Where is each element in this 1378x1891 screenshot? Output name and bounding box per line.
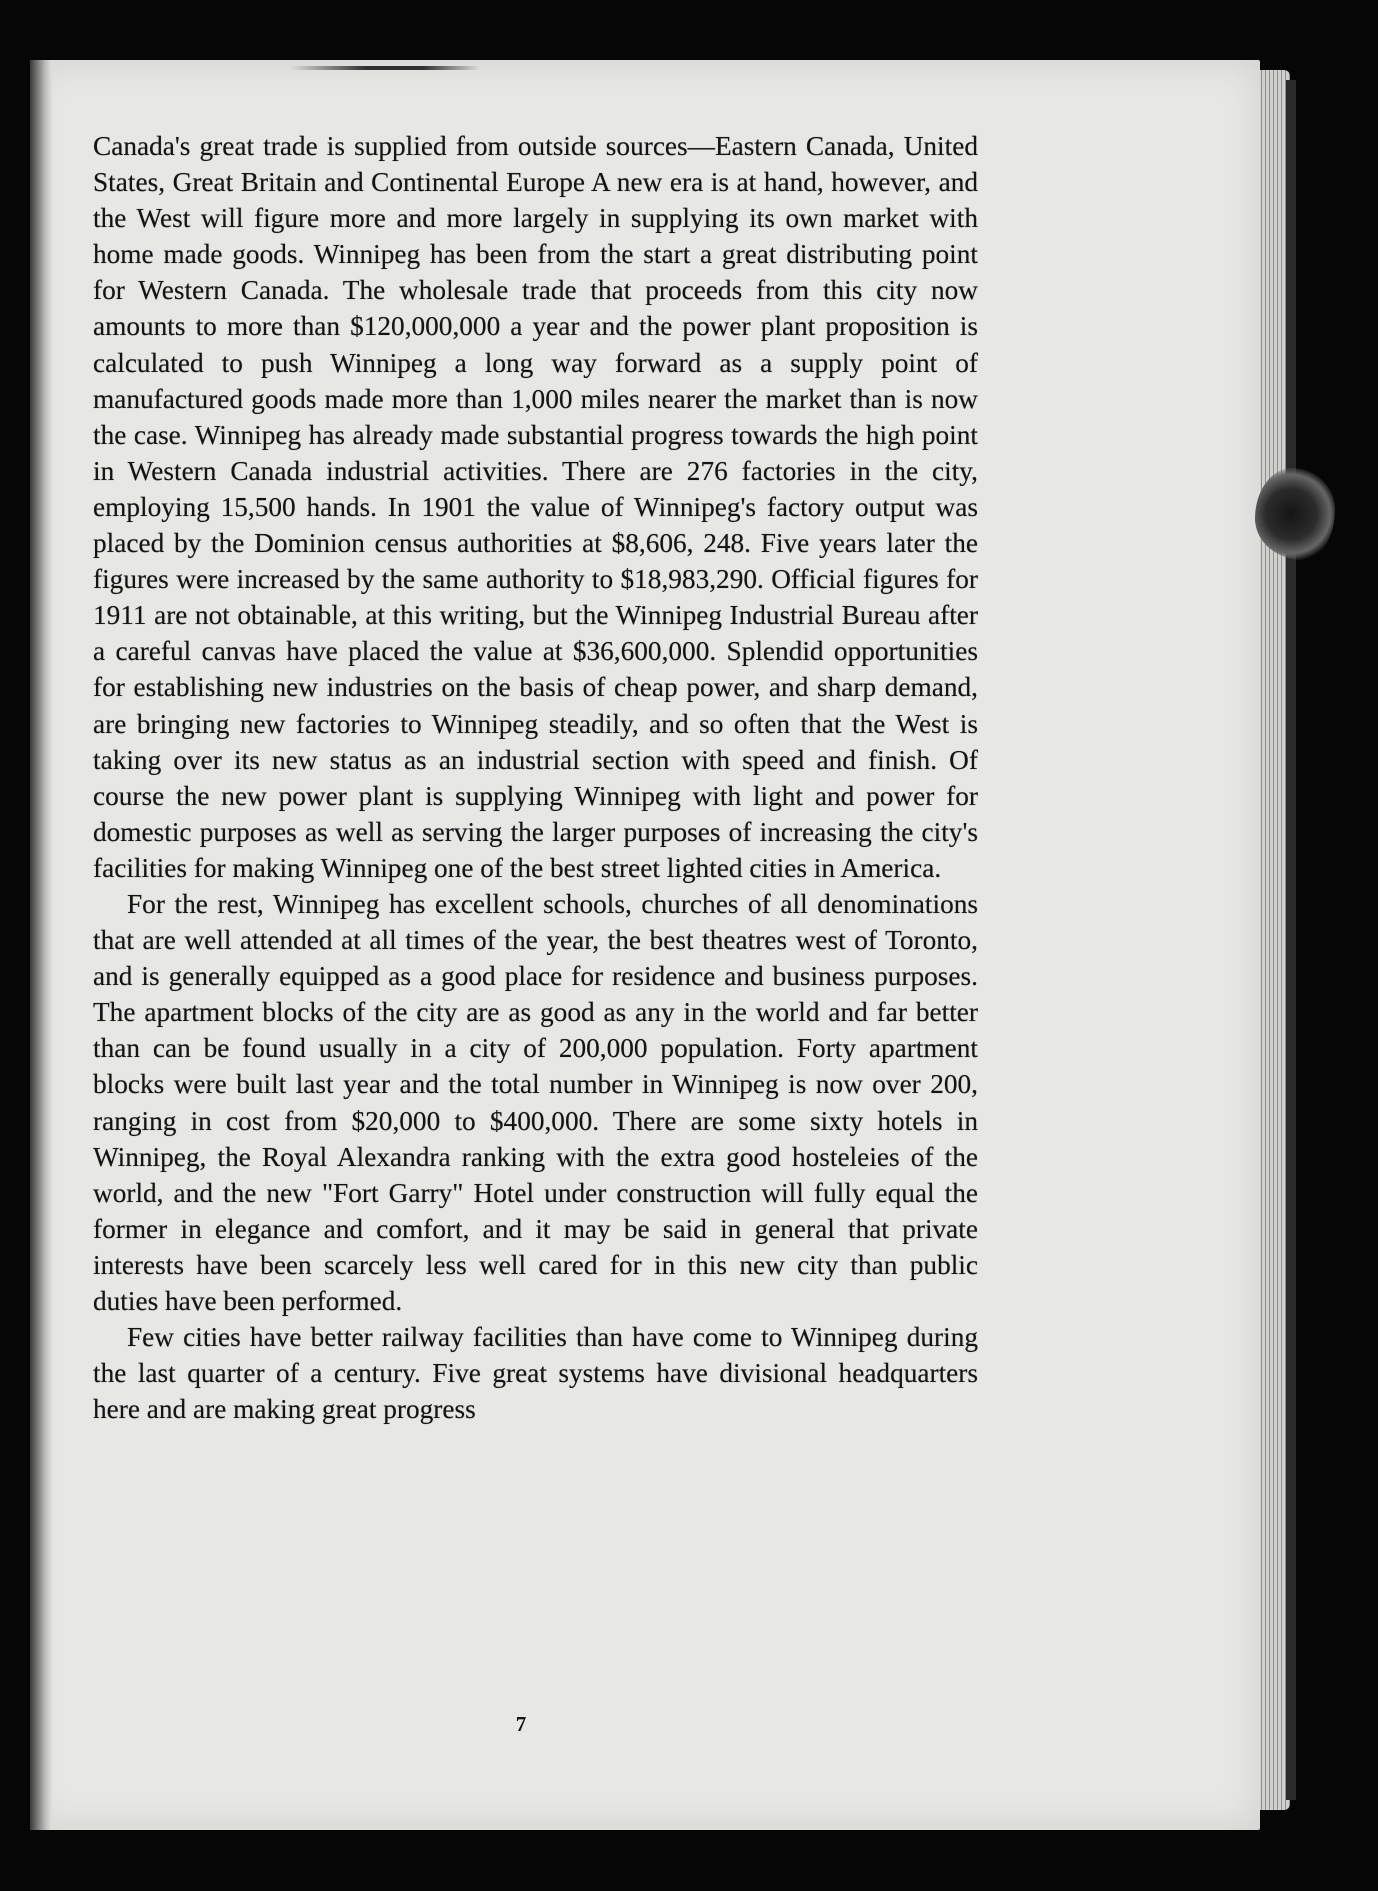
paragraph: Few cities have better railway facilities than have come to Winnipeg during the last quarter of a century. Five great systems have divisional headquarters here and are making great progress [93, 1322, 978, 1425]
top-edge-mark [290, 66, 480, 70]
body-text [93, 128, 978, 1427]
page-stack-shadow [1286, 80, 1296, 1800]
ink-smudge-blot [1255, 468, 1335, 560]
book-binding-gutter [30, 60, 52, 1830]
paragraph: Canada's great trade is supplied from outside sources—Eastern Canada, United States, Great Britain and Continental Europe A new era is at hand, however, and the West will figure more and more largely in supplying its own market with home made goods. Winnipeg has been from the start a great distributing point for Western Canada. The wholesale trade that proceeds from this city now amounts to more than $120,000,000 a year and the power plant proposition is calculated to push Winnipeg a long way forward as a supply point of manufactured goods made more than 1,000 miles nearer the market than is now the case. Winnipeg has already made substantial progress towards the high point in Western Canada industrial activities. There are 276 factories in the city, employing 15,500 hands. In 1901 the value of Winnipeg's factory output was placed by the Dominion census authorities at $8,606, 248. Five years later the figures were increased by the same authority to $18,983,290. Official figures for 1911 are not obtainable, at this writing, but the Winnipeg Industrial Bureau after a careful canvas have placed the value at $36,600,000. Splendid opportunities for establishing new industries on the basis of cheap power, and sharp demand, are bringing new factories to Winnipeg steadily, and so often that the West is taking over its new status as an industrial section with speed and finish. Of course the new power plant is supplying Winnipeg with light and power for domestic purposes as well as serving the larger purposes of increasing the city's facilities for making Winnipeg one of the best street lighted cities in America. [93, 131, 978, 883]
page-number: 7 [515, 1712, 527, 1736]
paragraph: For the rest, Winnipeg has excellent schools, churches of all denominations that are well attended at all times of the year, the best theatres west of Toronto, and is generally equipped as a good place for residence and business purposes. The apartment blocks of the city are as good as any in the world and far better than can be found usually in a city of 200,000 population. Forty apartment blocks were built last year and the total number in Winnipeg is now over 200, ranging in cost from $20,000 to $400,000. There are some sixty hotels in Winnipeg, the Royal Alexandra ranking with the extra good hosteleies of the world, and the new "Fort Garry" Hotel under construction will fully equal the former in elegance and comfort, and it may be said in general that private interests have been scarcely less well cared for in this new city than public duties have been performed. [93, 888, 978, 1316]
